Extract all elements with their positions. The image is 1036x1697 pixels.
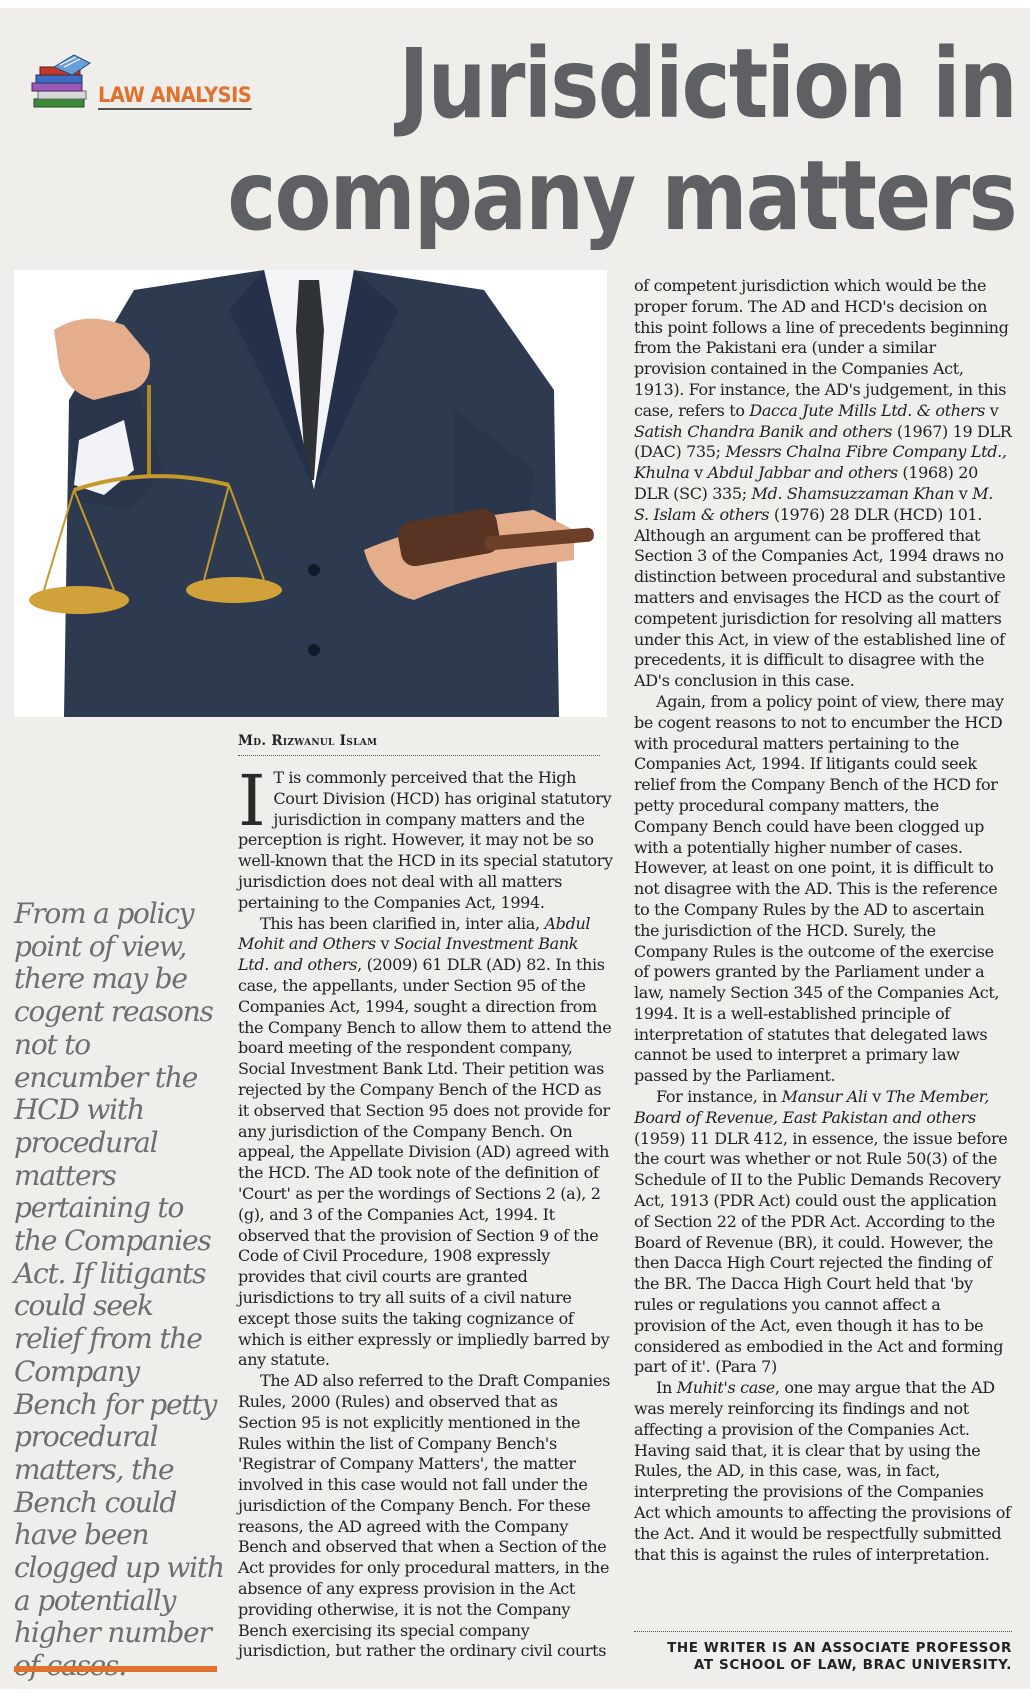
text-run: v bbox=[954, 483, 973, 503]
italic-case-name: Mansur Ali bbox=[781, 1087, 868, 1107]
text-run: v bbox=[867, 1087, 886, 1107]
text-run: In bbox=[656, 1378, 677, 1398]
italic-case-name: Messrs Chalna Fibre Company Ltd., Khulna bbox=[634, 442, 1007, 483]
text-run: (1967) 19 DLR (DAC) 735; bbox=[634, 421, 1012, 462]
text-run: , one may argue that the AD was merely reinforcing its findings and not affecting a provision of the Companies Act. Having said that, it is clear that by using the Rules, the AD, in this case, was, in fact, interpreting the provisions of the Companies Act which amounts to affecting the provisions of the Act. And it would be respectfully submitted that this is against the rules of interpretation. bbox=[634, 1378, 1011, 1564]
footer-divider bbox=[634, 1631, 1012, 1632]
article-paragraph-5: Again, from a policy point of view, there may be cogent reasons to not to encumber the HCD with procedural matters pertaining to the Companies Act, 1994. If litigants could seek relief from the Company Bench of the HCD for petty procedural company matters, the Company Bench could have been clogged up with a potentially higher number of cases. However, at least on one point, it is difficult to not disagree with the AD. This is the reference to the Company Rules by the AD to ascertain the jurisdiction of the HCD. Surely, the Company Rules is the outcome of the exercise of powers granted by the Parliament under a law, namely Section 345 of the Companies Act, 1994. It is a well-established principle of interpretation of statutes that delegated laws cannot be used to interpret a primary law passed by the Parliament. bbox=[634, 691, 1004, 1086]
byline: Md. Rizwanul Islam bbox=[238, 733, 378, 749]
text-run: (1976) 28 DLR (HCD) 101. Although an argument can be proffered that Section 3 of the Companies Act, 1994 draws no distinction between procedural and substantive matters and envisages the HCD as the court of competent jurisdiction for resolving all matters under this Act, in view of the established line of precedents, it is difficult to disagree with the AD's conclusion in this case. bbox=[634, 504, 1006, 691]
headline-line-2: company matters bbox=[227, 140, 1016, 252]
italic-case-name: The Member, Board of Revenue, East Pakistan and others bbox=[634, 1087, 990, 1127]
text-run: For instance, in bbox=[656, 1087, 782, 1107]
italic-case-name: Dacca Jute Mills Ltd. & others bbox=[749, 400, 986, 420]
drop-cap: I bbox=[238, 760, 266, 842]
text-run: v bbox=[985, 400, 999, 420]
article-paragraph-2 bbox=[238, 914, 613, 1372]
italic-case-name: Abdul Jabbar and others bbox=[707, 463, 898, 483]
writer-note-line-1: THE WRITER IS AN ASSOCIATE PROFESSOR bbox=[667, 1640, 1012, 1656]
byline-divider bbox=[238, 755, 600, 756]
section-label: LAW ANALYSIS bbox=[98, 83, 251, 110]
writer-note-line-2: AT SCHOOL OF LAW, BRAC UNIVERSITY. bbox=[693, 1657, 1012, 1673]
text-run: , (2009) 61 DLR (AD) 82. In this case, the appellants, under Section 95 of the Companies Act, 1994, sought a direction from the Company Bench to allow them to attend the board meeting of the respondent company, Social Investment Bank Ltd. Their petition was rejected by the Company Bench of the HCD as it observed that Section 95 does not provide for any jurisdiction of the Company Bench. On appeal, the Appellate Division (AD) agreed with the HCD. The AD took note of the definition of 'Court' as per the wordings of Sections 2 (a), 2 (g), and 3 of the Companies Act, 1994. It observed that the provision of Section 9 of the Code of Civil Procedure, 1908 expressly provides that civil courts are granted jurisdictions to try all suits of a civil nature except those suits the taking cognizance of which is either expressly or impliedly barred by any statute. bbox=[238, 955, 612, 1370]
italic-case-name: Social Investment Bank Ltd. and others bbox=[238, 934, 579, 975]
text-run: v bbox=[375, 934, 394, 954]
article-paragraph-7 bbox=[634, 1378, 1012, 1565]
books-icon bbox=[30, 53, 98, 113]
paragraph-1-text: T is commonly perceived that the High Court Division (HCD) has original statutory jurisdiction in company matters and the perception is right. However, it may not be so well-known that the HCD in its special statutory jurisdiction does not deal with all matters pertaining to the Companies Act, 1994. bbox=[238, 768, 613, 912]
writer-note bbox=[634, 1640, 1012, 1674]
article-paragraph-3: The AD also referred to the Draft Companies Rules, 2000 (Rules) and observed that as Section 95 is not explicitly mentioned in the Rules within the list of Company Bench's 'Registrar of Company Matters', the matter involved in this case would not fall under the jurisdiction of the Company Bench. For these reasons, the AD agreed with the Company Bench and observed that when a Section of the Act provides for only procedural matters, in the absence of any express provision in the Act providing otherwise, it is not the Company Bench exercising its special company jurisdiction, but rather the ordinary civil courts bbox=[238, 1371, 610, 1661]
text-run: (1959) 11 DLR 412, in essence, the issue before the court was whether or not Rule 50(3) of the Schedule of II to the Public Demands Recovery Act, 1913 (PDR Act) could oust the application of Section 22 of the PDR Act. According to the Board of Revenue (BR), it could. However, the then Dacca High Court rejected the finding of the BR. The Dacca High Court held that 'by rules or regulations you cannot affect a provision of the Act, even though it has to be considered as embodied in the Act and forming part of it'. (Para 7) bbox=[634, 1128, 1008, 1377]
article-paragraph-6 bbox=[634, 1087, 1012, 1378]
article-column-right bbox=[634, 276, 1012, 1565]
italic-case-name: Md. Shamsuzzaman Khan bbox=[751, 483, 955, 503]
article-column-middle bbox=[238, 760, 613, 1662]
pull-quote: From a policy point of view, there may be cogent reasons not to encumber the HCD with procedural matters pertaining to the Companies Act. If litigants could seek relief from the Company Bench for petty procedural matters, the Bench could have been clogged up with a potentially higher number bbox=[14, 897, 224, 1650]
italic-case-name: Muhit's case bbox=[676, 1378, 775, 1398]
orange-divider bbox=[14, 1666, 217, 1672]
italic-case-name: Abdul Mohit and Others bbox=[238, 913, 591, 954]
headline bbox=[99, 28, 1016, 252]
newspaper-page bbox=[0, 8, 1030, 1689]
text-run: (1968) 20 DLR (SC) 335; bbox=[634, 463, 978, 503]
italic-case-name: Satish Chandra Banik and others bbox=[634, 421, 893, 441]
article-paragraph-4 bbox=[634, 276, 1012, 692]
text-run: of competent jurisdiction which would be the proper forum. The AD and HCD's decision on this point follows a line of precedents beginning from the Pakistani era (under a similar provision contained in the Companies Act, 1913). For instance, the AD's judgement, in this case, refers to bbox=[634, 276, 1009, 420]
italic-case-name: M. S. Islam & others bbox=[634, 483, 993, 524]
text-run: v bbox=[689, 463, 708, 483]
text-run: This has been clarified in, inter alia, bbox=[260, 913, 545, 933]
headline-line-1: Jurisdiction in bbox=[398, 28, 1017, 140]
businessman-scales-gavel-photo bbox=[14, 270, 607, 717]
article-paragraph-1 bbox=[238, 760, 613, 914]
